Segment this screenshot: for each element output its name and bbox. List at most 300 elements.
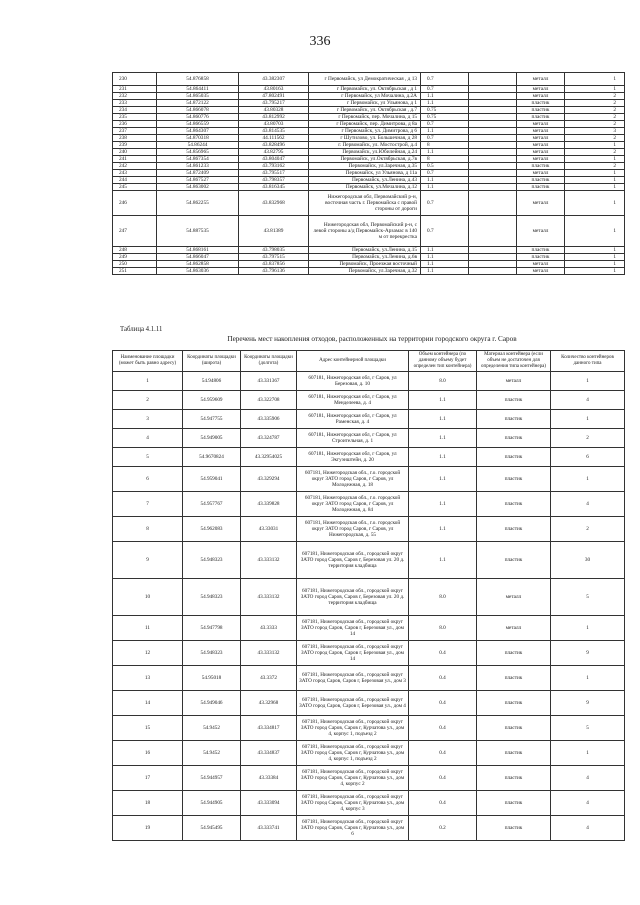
table-row [113,156,625,163]
table-cell: 240 [113,149,157,156]
table-cell: 0.7 [421,170,469,177]
table-cell: 244 [113,177,157,184]
table-cell: 607181, Нижегородская обл., г.о. городской округ ЗАТО город Саров, г Саров, ул Нижегородская, д. 55 [297,517,409,542]
table-cell: 43.832968 [239,191,309,216]
table-cell: 14 [113,691,183,716]
table-cell: 43.334817 [241,716,297,741]
table-cell: 241 [113,156,157,163]
table-cell: 2 [551,517,625,542]
table-row [113,372,625,391]
table-cell: 54.872122 [157,100,239,107]
table-cell: 43.333132 [241,641,297,666]
table-cell: 8.0 [409,372,477,391]
table-cell: 8.0 [409,616,477,641]
table-row [113,135,625,142]
table-row [113,191,625,216]
table-cell: 5 [551,716,625,741]
table-cell: пластик [477,492,551,517]
table-cell: 43.331367 [241,372,297,391]
table-cell: 1 [565,261,625,268]
table-cell: 54.864411 [157,86,239,93]
table-cell: 54.948323 [183,641,241,666]
table-cell: 607181, Нижегородская обл., городской округ ЗАТО город Саров, Саров г, Березовая ул. 20 д. территория кладбища [297,542,409,579]
table-row [113,163,625,170]
table-cell: 8.0 [409,579,477,616]
table-cell: 54.860776 [157,114,239,121]
table-cell: 0.2 [409,816,477,841]
table-row [113,254,625,261]
table-cell: 1 [565,268,625,275]
table-row [113,128,625,135]
table-cell: 43.3333 [241,616,297,641]
table-cell: 0.4 [409,666,477,691]
table-cell [469,163,517,170]
table-cell: 43.322708 [241,391,297,410]
table-row [113,691,625,716]
table-label: Таблица 4.1.11 [120,326,163,333]
table-row [113,448,625,467]
table-cell: 43.334837 [241,741,297,766]
table-cell: 43.382307 [239,73,309,86]
table-cell: 54.9452 [183,741,241,766]
table-cell: 4 [113,429,183,448]
table-row [113,517,625,542]
table-cell: г Первомайск, ул. Октябрьская , д.7 [309,107,421,114]
table-cell: г Первомайск, пер. Димитрова, д 8а [309,121,421,128]
table-cell: 7 [113,492,183,517]
table-cell: 54.887535 [157,216,239,247]
table-cell: 18 [113,791,183,816]
table-cell: 607181, Нижегородская обл, г Саров, ул Березовая, д. 10 [297,372,409,391]
table-row [113,716,625,741]
table-cell: г Первомайск, ул. Димитрова, д 6 [309,128,421,135]
table-cell: 4 [551,791,625,816]
table-cell: 1.1 [421,128,469,135]
table-row [113,579,625,616]
table-cell: Первомайск, ул.Заречная, д.35 [309,163,421,170]
table-row [113,149,625,156]
table-cell: 1.1 [421,184,469,191]
table-cell: 54.947798 [183,616,241,641]
table-cell: металл [517,156,565,163]
table-cell: 1.1 [421,149,469,156]
table-cell: 43.797515 [239,254,309,261]
table-cell: 607181, Нижегородская обл., г.о. городской округ ЗАТО город Саров, г Саров, ул Молодежная, д. 84 [297,492,409,517]
table-cell [469,100,517,107]
table-cell: г. Первомайск, ул. Мостострой, д.4 [309,142,421,149]
table-cell: 0.4 [409,641,477,666]
table-cell [469,254,517,261]
table-cell: 54.856965 [157,149,239,156]
table-row [113,247,625,254]
table-cell: 230 [113,73,157,86]
table-cell: 1 [551,410,625,429]
table-row [113,100,625,107]
table-cell: 54.867527 [157,177,239,184]
table-cell: 6 [113,467,183,492]
table-cell: 249 [113,254,157,261]
table-cell: 1.1 [409,429,477,448]
table-cell: 4 [551,492,625,517]
table-cell: 2 [565,93,625,100]
table-cell: 232 [113,93,157,100]
table-row [113,73,625,86]
table-cell: 1.1 [421,247,469,254]
table-row [113,121,625,128]
table-cell: 607181, Нижегородская обл., городской округ ЗАТО город Саров, Саров г, Березовая ул., дом 14 [297,616,409,641]
table-cell: 231 [113,86,157,93]
table-row [113,641,625,666]
table-cell: 54.861233 [157,163,239,170]
table-cell: 54.949046 [183,691,241,716]
table-cell: 43.795517 [239,170,309,177]
table-cell [469,128,517,135]
table-cell: 8 [421,156,469,163]
table-row [113,93,625,100]
table-cell: 54.870318 [157,135,239,142]
table-cell: пластик [517,107,565,114]
table-cell: 1 [565,73,625,86]
table-cell: 1.1 [421,254,469,261]
table-cell [469,156,517,163]
table-row [113,766,625,791]
table-row [113,741,625,766]
table-cell: 1.1 [409,517,477,542]
table-row [113,184,625,191]
table-cell: 43.812992 [239,114,309,121]
table-cell: пластик [517,114,565,121]
table-cell: Первомайск, ул.Ленина, д.6в [309,254,421,261]
table-cell: металл [517,135,565,142]
column-header: Материал контейнера (если объем не достаточен для определения типа контейнера) [477,351,551,372]
table-cell: 43.33031 [241,517,297,542]
table-cell: 0.4 [409,766,477,791]
table-cell: 1.1 [409,410,477,429]
table-cell [469,121,517,128]
table-cell: 8 [421,142,469,149]
table-cell: 1 [551,467,625,492]
table-cell: 607181, Нижегородская обл., г.о. городской округ ЗАТО город Саров, г Саров, ул Молодежная, д. 18 [297,467,409,492]
table-cell: пластик [477,691,551,716]
table-cell: пластик [517,177,565,184]
table-cell: 233 [113,100,157,107]
table-cell: 15 [113,716,183,741]
table-cell: 54.9452 [183,716,241,741]
table-cell: 43.80163 [239,86,309,93]
table-cell: 607181, Нижегородская обл., городской округ ЗАТО город Саров, Саров г, Березовая ул., дом 3 [297,666,409,691]
table-cell: 246 [113,191,157,216]
table-cell: 607181, Нижегородская обл., городской округ ЗАТО город Саров, Саров г, Курчатова ул., дом 6 [297,816,409,841]
table-cell: пластик [477,816,551,841]
table-cell: 43.814535 [239,128,309,135]
table-cell: металл [517,191,565,216]
table-cell: 0.4 [409,691,477,716]
table-cell [469,114,517,121]
table-cell: Нижегородская обл, Первомайский р-н, с левой стороны а/д Первомайск-Арзамас в 140 м от перекрестка [309,216,421,247]
table-cell: 43.333132 [241,579,297,616]
table-cell: 607181, Нижегородская обл., городской округ ЗАТО город Саров, Саров г, Курчатова ул., дом 4, корпус 1, подъезд 2 [297,741,409,766]
table-cell: 43.793162 [239,163,309,170]
table-cell: 43.795217 [239,100,309,107]
table-row [113,142,625,149]
table-cell: металл [517,149,565,156]
table-cell: Первомайск, Проезжая восточный [309,261,421,268]
table-cell: 1 [551,372,625,391]
table-cell: 6 [551,448,625,467]
table-cell: 0.4 [409,791,477,816]
column-header: Координаты площадки (широта) [183,351,241,372]
table-cell [469,191,517,216]
table-cell: 43.798357 [239,177,309,184]
table-cell: 237 [113,128,157,135]
table-cell: 0.7 [421,73,469,86]
table-cell: 1 [565,191,625,216]
table-cell: 1.1 [421,268,469,275]
table-cell: г Первомайск, ул Ульянова, д 1 [309,100,421,107]
table-cell: 54.9670824 [183,448,241,467]
table-row [113,170,625,177]
table-cell: 9 [113,542,183,579]
table-title: Перечень мест накопления отходов, расположенных на территории городского округа г. Саров [227,335,517,343]
table-cell: пластик [477,467,551,492]
table-cell: 16 [113,741,183,766]
table-cell: 1.1 [421,261,469,268]
table-cell: 4 [551,391,625,410]
column-header: Адрес контейнерной площадки [297,351,409,372]
table-cell [469,184,517,191]
table-cell: металл [517,121,565,128]
sarov-waste-sites-table [112,350,625,841]
table-cell: 43.804047 [239,156,309,163]
table-cell: металл [517,261,565,268]
column-header: Количество контейнеров данного типа [551,351,625,372]
table-cell: 43.81389 [239,216,309,247]
table-cell [469,216,517,247]
table-cell: 54.86244 [157,142,239,149]
table-row [113,261,625,268]
table-cell: 248 [113,247,157,254]
table-cell: 54.862858 [157,261,239,268]
table-cell: 43.333132 [241,542,297,579]
table-cell: 54.864307 [157,128,239,135]
table-cell: пластик [477,741,551,766]
table-cell: 43.796136 [239,268,309,275]
table-cell: 54.863036 [157,268,239,275]
table-cell: 1.1 [421,177,469,184]
table-cell: пластик [477,517,551,542]
table-cell: металл [517,142,565,149]
table-cell: 3 [565,128,625,135]
table-row [113,616,625,641]
table-row [113,107,625,114]
table-cell: 54.866047 [157,254,239,261]
table-cell: 0.4 [409,716,477,741]
table-cell: 54.947755 [183,410,241,429]
table-cell: 1 [565,216,625,247]
table-cell: Первомайск, ул Ульянова, д 11а [309,170,421,177]
table-cell: 43.33384 [241,766,297,791]
table-cell: 247 [113,216,157,247]
table-cell: 0.75 [421,107,469,114]
table-cell: 1.1 [409,467,477,492]
table-cell: 43.828496 [239,142,309,149]
table-row [113,86,625,93]
table-cell: 43.798035 [239,247,309,254]
table-cell: металл [517,268,565,275]
table-cell: 2 [565,149,625,156]
table-cell: пластик [517,163,565,170]
table-cell: 54.95018 [183,666,241,691]
table-cell: 234 [113,107,157,114]
table-cell: пластик [477,641,551,666]
column-header: Координаты площадки (долгота) [241,351,297,372]
table-cell [469,135,517,142]
table-cell: 0.5 [421,163,469,170]
table-row [113,391,625,410]
table-cell: 607181, Нижегородская обл., городской округ ЗАТО город Саров, Саров г, Березовая ул. 20 д. территория кладбища [297,579,409,616]
table-cell: металл [517,86,565,93]
table-cell: Первомайск, ул.Ленина, д.43 [309,177,421,184]
table-cell: 1.1 [409,448,477,467]
table-header-row [113,351,625,372]
table-cell: 43.80703 [239,121,309,128]
column-header: Наименование площадки (может быть равно адресу) [113,351,183,372]
table-cell: металл [517,216,565,247]
table-row [113,791,625,816]
table-cell: пластик [477,391,551,410]
table-cell: 54.944905 [183,791,241,816]
table-cell: 0.7 [421,135,469,142]
table-cell: 54.944957 [183,766,241,791]
table-cell: 54.959609 [183,391,241,410]
table-cell: 1.1 [409,542,477,579]
table-row [113,542,625,579]
table-cell [469,107,517,114]
column-header: Объем контейнера (по данному объему будет определен тип контейнера) [409,351,477,372]
table-cell: 607181, Нижегородская обл, г Саров, ул Строительная, д. 1 [297,429,409,448]
table-cell: 1 [551,616,625,641]
table-cell: пластик [477,791,551,816]
table-cell: 54.948323 [183,542,241,579]
table-cell: 1 [113,372,183,391]
table-cell: 0.75 [421,114,469,121]
table-cell: 43.333741 [241,816,297,841]
table-cell: 54.962083 [183,517,241,542]
table-cell: пластик [477,410,551,429]
table-cell: 43.32954025 [241,448,297,467]
table-cell: 13 [113,666,183,691]
table-row [113,268,625,275]
table-cell: 11 [113,616,183,641]
containers-table-continued [112,72,625,275]
table-cell: Первомайск, ул.Октябрьская, д.7в [309,156,421,163]
table-cell: 0.7 [421,86,469,93]
table-cell: 1.1 [421,100,469,107]
table-cell: 251 [113,268,157,275]
table-cell: 54.949005 [183,429,241,448]
table-row [113,666,625,691]
table-cell: 239 [113,142,157,149]
table-row [113,177,625,184]
table-cell: 43.837856 [239,261,309,268]
table-cell: 245 [113,184,157,191]
table-cell: металл [517,73,565,86]
table-cell: пластик [517,247,565,254]
table-cell: 1 [565,247,625,254]
table-cell: 243 [113,170,157,177]
table-cell: 0.7 [421,216,469,247]
table-cell: пластик [477,542,551,579]
table-cell: 43.816345 [239,184,309,191]
table-cell: 1.1 [409,492,477,517]
table-cell: 1 [565,142,625,149]
table-cell: металл [477,372,551,391]
table-cell: 54.862255 [157,191,239,216]
table-cell: 607181, Нижегородская обл, г Саров, ул Раменская, д. 4 [297,410,409,429]
table-cell: 238 [113,135,157,142]
table-cell: 54.863002 [157,184,239,191]
table-row [113,410,625,429]
table-cell: 242 [113,163,157,170]
table-cell: пластик [477,666,551,691]
table-cell: металл [477,616,551,641]
table-cell: 2 [551,429,625,448]
table-cell: 10 [113,579,183,616]
table-cell: 54.867354 [157,156,239,163]
table-cell: 54.94806 [183,372,241,391]
table-cell [469,247,517,254]
table-cell: 30 [551,542,625,579]
table-cell: 54.865035 [157,93,239,100]
table-cell [469,177,517,184]
table-cell: 8 [113,517,183,542]
table-cell [469,268,517,275]
table-cell: 43.324787 [241,429,297,448]
table-cell: 2 [565,121,625,128]
table-cell: 2 [565,135,625,142]
table-cell: г Шутилово, ул. Большечная, д 28 [309,135,421,142]
table-cell: металл [477,579,551,616]
table-cell: 44.111562 [239,135,309,142]
table-cell: Первомайск, ул.Юбилейная, д.24 [309,149,421,156]
table-cell: 54.945495 [183,816,241,841]
table-cell: 607181, Нижегородская обл., городской округ ЗАТО город Саров, Саров г, Березовая ул., дом 4 [297,691,409,716]
table-cell: 607181, Нижегородская обл., городской округ ЗАТО город Саров, Саров г, Курчатова ул., дом 4, корпус 3 [297,791,409,816]
table-cell: 2 [565,107,625,114]
table-row [113,216,625,247]
table-cell: 0.7 [421,191,469,216]
table-cell: 2 [565,114,625,121]
table-cell: 17 [113,766,183,791]
table-cell: г Первомайск, пер. Мочалина, д 15 [309,114,421,121]
table-cell: пластик [477,448,551,467]
table-cell: пластик [477,429,551,448]
table-cell: г Первомайск, ул. Октябрьская , д 1 [309,86,421,93]
table-cell: 12 [113,641,183,666]
table-cell: 1 [551,741,625,766]
table-cell: 2 [113,391,183,410]
table-cell [469,142,517,149]
table-cell: пластик [517,100,565,107]
table-cell: Первомайск, ул.Мочалина, д.12 [309,184,421,191]
table-cell: 43.339828 [241,492,297,517]
table-cell [469,73,517,86]
table-cell: металл [517,170,565,177]
table-cell: 43.333094 [241,791,297,816]
table-cell: 4 [551,816,625,841]
table-cell: 54.876858 [157,73,239,86]
table-row [113,816,625,841]
